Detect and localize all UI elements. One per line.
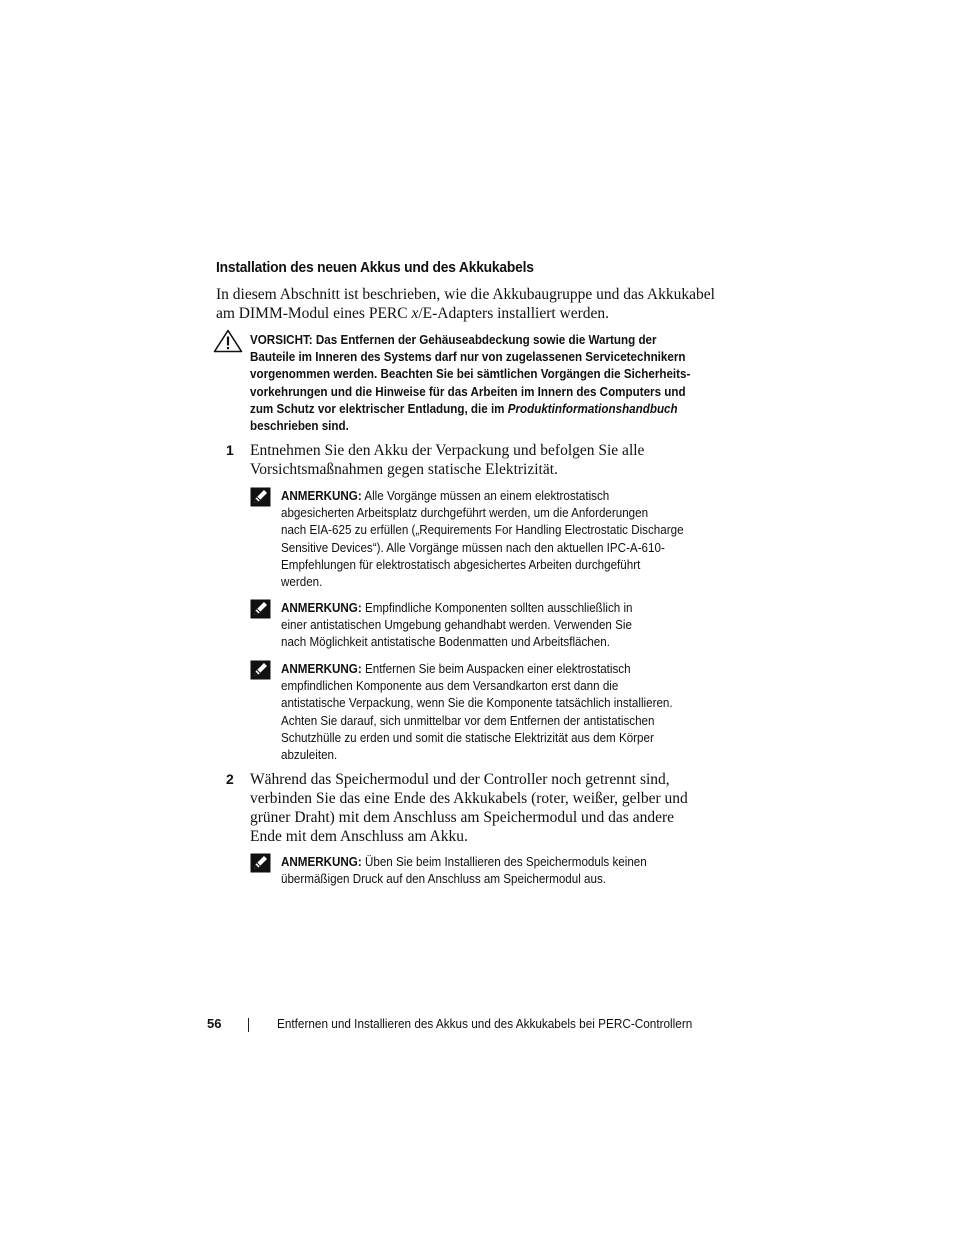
caution-label: VORSICHT: bbox=[250, 333, 313, 347]
caution-line: vorgenommen werden. Beachten Sie bei sämtlichen Vorgängen die Sicherheits- bbox=[250, 367, 691, 382]
note-line: Sensitive Devices“). Alle Vorgänge müssen nach den aktuellen IPC-A-610- bbox=[281, 540, 665, 555]
note-text: Üben Sie beim Installieren des Speichermoduls keinen bbox=[364, 855, 647, 869]
chapter-title: Entfernen und Installieren des Akkus und des Akkukabels bei PERC-Controllern bbox=[277, 1016, 693, 1031]
note-text: Alle Vorgänge müssen an einem elektrostatisch bbox=[364, 489, 610, 503]
step-text bbox=[250, 441, 720, 479]
note-line: übermäßigen Druck auf den Anschluss am Speichermodul aus. bbox=[281, 872, 607, 887]
note-line: nach EIA-625 zu erfüllen („Requirements For Handling Electrostatic Discharge bbox=[281, 523, 684, 538]
note-line: Schutzhülle zu erden und somit die statische Elektrizität aus dem Körper bbox=[281, 730, 654, 745]
note-line: nach Möglichkeit antistatische Bodenmatten und Arbeitsflächen. bbox=[281, 635, 610, 650]
footer-divider bbox=[248, 1018, 249, 1032]
caution-line: beschrieben sind. bbox=[250, 419, 349, 434]
note-line: Achten Sie darauf, sich unmittelbar vor dem Entfernen der antistatischen bbox=[281, 713, 655, 728]
note-label: ANMERKUNG: bbox=[281, 662, 362, 676]
page-number: 56 bbox=[207, 1016, 222, 1031]
warning-triangle-icon bbox=[213, 329, 243, 353]
note-label: ANMERKUNG: bbox=[281, 489, 362, 503]
note-text: Entfernen Sie beim Auspacken einer elektrostatisch bbox=[364, 662, 631, 676]
caution-text: Das Entfernen der Gehäuseabdeckung sowie die Wartung der bbox=[315, 333, 657, 347]
caution-line: vorkehrungen und die Hinweise für das Arbeiten im Innern des Computers und bbox=[250, 384, 686, 399]
caution-line: Bauteile im Inneren des Systems darf nur von zugelassenen Servicetechnikern bbox=[250, 350, 686, 365]
note-pencil-icon bbox=[250, 599, 271, 619]
section-heading: Installation des neuen Akkus und des Akkukabels bbox=[216, 259, 534, 276]
note-block bbox=[281, 661, 718, 764]
intro-line: In diesem Abschnitt ist beschrieben, wie die Akkubaugruppe und das Akkukabel bbox=[216, 286, 715, 303]
note-line: abzuleiten. bbox=[281, 748, 338, 763]
caution-line bbox=[250, 332, 715, 349]
note-block bbox=[281, 488, 718, 591]
step-line: Vorsichtsmaßnahmen gegen statische Elektrizität. bbox=[250, 461, 558, 478]
note-line bbox=[281, 854, 718, 871]
caution-reference: Produktinformationshandbuch bbox=[507, 401, 678, 416]
step-line: Entnehmen Sie den Akku der Verpackung und befolgen Sie alle bbox=[250, 442, 645, 459]
intro-text: /E-Adapters installiert werden. bbox=[418, 305, 610, 322]
note-line: empfindlichen Komponente aus dem Versandkarton erst dann die bbox=[281, 679, 619, 694]
note-line: einer antistatischen Umgebung gehandhabt werden. Verwenden Sie bbox=[281, 618, 632, 633]
intro-line bbox=[216, 304, 716, 323]
step-line: Ende mit dem Anschluss am Akku. bbox=[250, 828, 468, 845]
note-label: ANMERKUNG: bbox=[281, 855, 362, 869]
step-text bbox=[250, 770, 720, 846]
caution-line bbox=[250, 401, 715, 418]
note-block bbox=[281, 854, 718, 888]
intro-text: am DIMM-Modul eines PERC bbox=[216, 305, 412, 322]
note-line: antistatische Verpackung, wenn Sie die Komponente tatsächlich installieren. bbox=[281, 696, 673, 711]
step-line: grüner Draht) mit dem Anschluss am Speichermodul und das andere bbox=[250, 809, 674, 826]
note-text: Empfindliche Komponenten sollten ausschließlich in bbox=[364, 601, 633, 615]
note-line: abgesicherten Arbeitsplatz durchgeführt werden, um die Anforderungen bbox=[281, 506, 649, 521]
note-line: werden. bbox=[281, 575, 323, 590]
note-pencil-icon bbox=[250, 487, 271, 507]
note-line bbox=[281, 661, 718, 678]
intro-variable: x bbox=[411, 305, 419, 322]
caution-text: zum Schutz vor elektrischer Entladung, die im bbox=[250, 401, 508, 416]
step-line: verbinden Sie das eine Ende des Akkukabels (roter, weißer, gelber und bbox=[250, 790, 688, 807]
step-line: Während das Speichermodul und der Controller noch getrennt sind, bbox=[250, 771, 670, 788]
note-block bbox=[281, 600, 718, 652]
note-label: ANMERKUNG: bbox=[281, 601, 362, 615]
step-number: 2 bbox=[226, 771, 234, 787]
step-number: 1 bbox=[226, 442, 234, 458]
note-pencil-icon bbox=[250, 853, 271, 873]
note-line: Empfehlungen für elektrostatisch abgesichertes Arbeiten durchgeführt bbox=[281, 557, 641, 572]
caution-block bbox=[250, 332, 715, 435]
intro-paragraph bbox=[216, 285, 716, 323]
note-line bbox=[281, 488, 718, 505]
note-line bbox=[281, 600, 718, 617]
note-pencil-icon bbox=[250, 660, 271, 680]
